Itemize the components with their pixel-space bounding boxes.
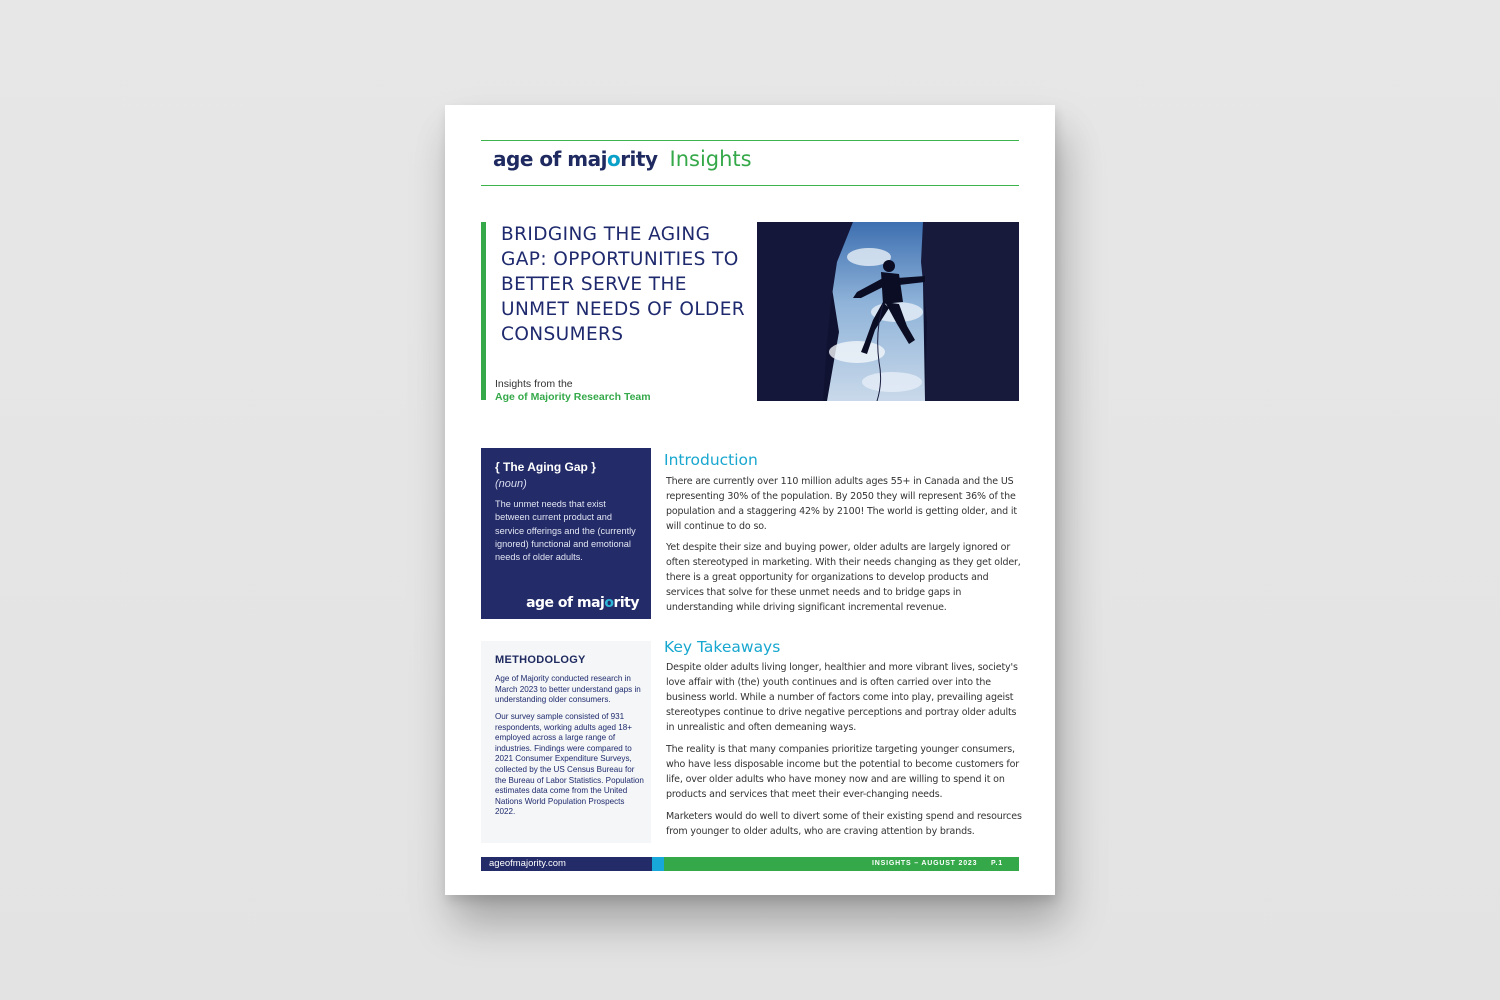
publication-name: Insights — [669, 147, 752, 171]
title-accent-bar — [481, 222, 486, 400]
definition-term: { The Aging Gap } — [495, 460, 596, 474]
methodology-box — [481, 641, 651, 843]
introduction-paragraph: Yet despite their size and buying power, older adults are largely ignored or often stereotyped in marketing. With their needs changing as they get older, there is a great opportunity for organizations to develop products and services that solve for these unmet needs and to bridge gaps in understanding while driving significant incremental revenue. — [666, 542, 1021, 614]
methodology-paragraph: Age of Majority conducted research in March 2023 to better understand gaps in understanding older consumers. — [495, 674, 641, 705]
key-takeaways-paragraph: The reality is that many companies prioritize targeting younger consumers, who have less disposable income but the potential to become customers for life, over older adults who have money now and are willing to spend it on products and services that meet their ever-changing needs. — [666, 744, 1020, 801]
footer-navy-segment — [481, 857, 652, 871]
footer-url: ageofmajority.com — [489, 858, 566, 869]
definition-logo: age of majority — [526, 595, 639, 611]
key-takeaways-heading: Key Takeaways — [664, 638, 781, 656]
introduction-paragraph: There are currently over 110 million adults ages 55+ in Canada and the US representing 30% of the population. By 2050 they will represent 36% of the population and a staggering 42% by 2100! The world is getting older, and it will continue to do so. — [666, 476, 1017, 533]
definition-box — [481, 448, 651, 619]
footer-cyan-segment — [652, 857, 664, 871]
document-page — [445, 105, 1055, 895]
page-title: BRIDGING THE AGING GAP: OPPORTUNITIES TO BETTER SERVE THE UNMET NEEDS OF OLDER CONSUMERS — [501, 224, 746, 345]
definition-part-of-speech: (noun) — [495, 478, 527, 490]
byline-team: Age of Majority Research Team — [495, 391, 651, 403]
key-takeaways-paragraph: Marketers would do well to divert some of their existing spend and resources from younger to older adults, who are craving attention by brands. — [666, 811, 1022, 838]
header-bottom-rule — [481, 185, 1019, 186]
hero-photo-climber — [757, 222, 1019, 401]
key-takeaways-paragraph: Despite older adults living longer, healthier and more vibrant lives, society's love affair with (the) youth continues and is often carried over into the business world. While a number of factors come into play, prevailing ageist stereotypes continue to drive negative perceptions and portray older adults in unrealistic and often demeaning ways. — [666, 662, 1018, 734]
methodology-heading: METHODOLOGY — [495, 654, 586, 666]
methodology-paragraph: Our survey sample consisted of 931 respondents, working adults aged 18+ employed across a large range of industries. Findings were compared to 2021 Consumer Expenditure Surveys, collected by the US Census Bureau for the Bureau of Labor Statistics. Population estimates data come from the United Nations World Population Prospects 2022. — [495, 712, 644, 817]
footer-green-segment — [664, 857, 1019, 871]
introduction-heading: Introduction — [664, 451, 758, 469]
header-top-rule — [481, 140, 1019, 141]
brand-logo: age of majority — [493, 147, 658, 171]
byline-intro: Insights from the — [495, 378, 573, 390]
header-brand — [493, 147, 752, 183]
footer-page-meta: INSIGHTS – AUGUST 2023 P.1 — [872, 860, 1003, 867]
page-footer — [481, 857, 1019, 871]
definition-text: The unmet needs that exist between current product and service offerings and the (currently ignored) functional and emotional needs of older adults. — [495, 499, 636, 563]
